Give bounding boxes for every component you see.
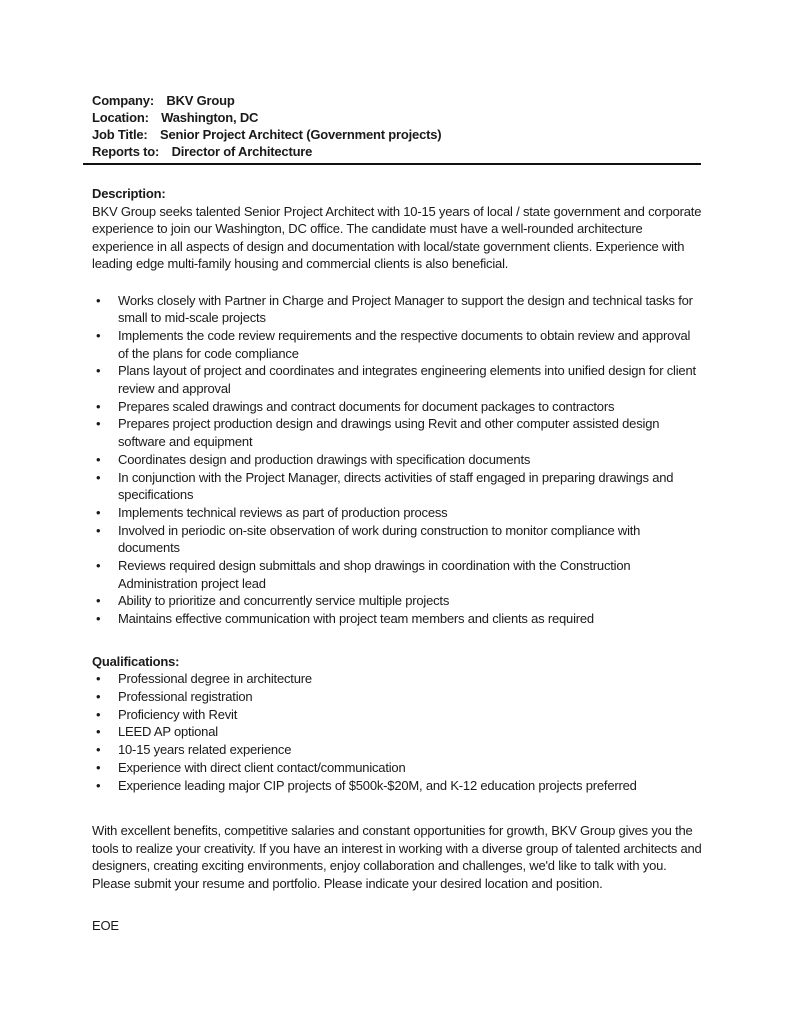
header-field-label: Job Title: — [92, 127, 148, 142]
responsibility-item: • Implements the code review requirements and the respective documents to obtain review and approval of the plans for code compliance — [92, 327, 704, 362]
responsibility-item: • Implements technical reviews as part of production process — [92, 504, 704, 522]
responsibility-item: • Prepares scaled drawings and contract documents for document packages to contractors — [92, 398, 704, 416]
eoe-text: EOE — [92, 918, 119, 934]
responsibility-item: • In conjunction with the Project Manager, directs activities of staff engaged in preparing drawings and specifications — [92, 469, 704, 504]
responsibility-item: • Coordinates design and production drawings with specification documents — [92, 451, 704, 469]
header-field-label: Location: — [92, 110, 149, 125]
qualification-item: • Professional registration — [92, 688, 704, 706]
document-body — [92, 185, 704, 935]
header-divider — [83, 163, 701, 165]
qualification-item: • Proficiency with Revit — [92, 706, 704, 724]
qualification-item: • Experience leading major CIP projects of $500k-$20M, and K-12 education projects preferred — [92, 777, 704, 795]
responsibility-item: • Works closely with Partner in Charge and Project Manager to support the design and technical tasks for small to mid-scale projects — [92, 292, 704, 327]
responsibility-item: • Involved in periodic on-site observation of work during construction to monitor compliance with documents — [92, 522, 704, 557]
header-field-label: Reports to: — [92, 144, 160, 159]
responsibility-item: • Prepares project production design and drawings using Revit and other computer assisted design software and equipment — [92, 415, 704, 450]
description-intro-paragraph: BKV Group seeks talented Senior Project Architect with 10-15 years of local / state government and corporate experience to join our Washington, DC office. The candidate must have a well-rounded architecture experience in all aspects of design and documentation with local/state government clients. Experience with leading edge multi-family housing and commercial clients is also beneficial. — [92, 203, 702, 271]
header-field-value: Director of Architecture — [171, 144, 313, 159]
qualifications-list — [92, 670, 704, 794]
description-heading: Description: — [92, 186, 166, 201]
header-field — [83, 126, 701, 143]
responsibility-item: • Maintains effective communication with project team members and clients as required — [92, 610, 704, 628]
header-field-value: BKV Group — [166, 93, 235, 108]
qualification-item: • LEED AP optional — [92, 723, 704, 741]
header-field — [83, 143, 701, 160]
header-field — [83, 109, 701, 126]
qualifications-heading: Qualifications: — [92, 653, 180, 669]
responsibility-item: • Ability to prioritize and concurrently service multiple projects — [92, 592, 704, 610]
header-block — [83, 92, 701, 163]
responsibility-item: • Plans layout of project and coordinates and integrates engineering elements into unified design for client review and approval — [92, 362, 704, 397]
qualification-item: • 10-15 years related experience — [92, 741, 704, 759]
closing-paragraph: With excellent benefits, competitive salaries and constant opportunities for growth, BKV Group gives you the tools to realize your creativity. If you have an interest in working with a diverse group of talented architects and designers, creating exciting environments, enjoy collaboration and challenges, we'd like to talk with you. Please submit your resume and portfolio. Please indicate your desired location and position. — [92, 823, 702, 891]
header-field-label: Company: — [92, 93, 154, 108]
header-field-value: Senior Project Architect (Government projects) — [159, 127, 442, 142]
qualification-item: • Professional degree in architecture — [92, 670, 704, 688]
responsibility-item: • Reviews required design submittals and shop drawings in coordination with the Construction Administration project lead — [92, 557, 704, 592]
qualification-item: • Experience with direct client contact/communication — [92, 759, 704, 777]
header-field — [83, 92, 701, 109]
header-field-value: Washington, DC — [161, 110, 259, 125]
responsibilities-list — [92, 292, 704, 628]
